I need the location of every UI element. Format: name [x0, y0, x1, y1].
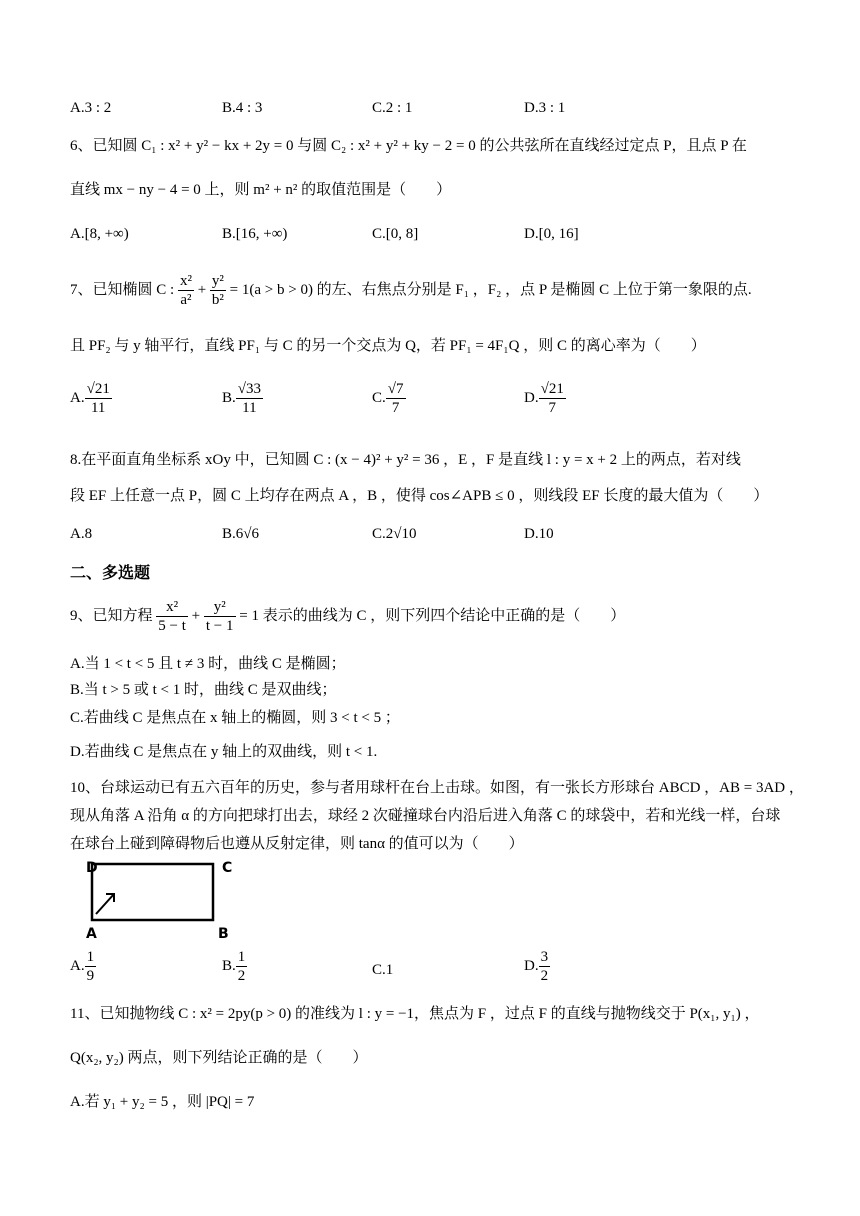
q9-prefix: 9、已知方程	[70, 607, 153, 624]
q9-option-b: B.当 t > 5 或 t < 1 时，曲线 C 是双曲线；	[70, 682, 337, 698]
q10-option-c: C.1	[372, 962, 394, 978]
table-rectangle	[92, 864, 213, 920]
q9-suffix: = 1 表示的曲线为 C ，则下列四个结论中正确的是（ ）	[239, 607, 626, 624]
q10-option-a: A. $\frac{1}{9}$	[70, 949, 95, 984]
figure-label-d: D	[86, 860, 98, 876]
q11-stem-line2: Q(x₂, y₂) 两点，则下列结论正确的是（ ）	[70, 1050, 368, 1066]
q9-fraction-x: $\frac{\text{x²}}{5 - t}$	[158, 599, 186, 634]
q8-option-b: B.6√6	[222, 526, 259, 542]
figure-label-a: A	[86, 926, 97, 942]
q6-stem-line2: 直线 mx − ny − 4 = 0 上，则 m² + n² 的取值范围是（ ）	[70, 182, 452, 198]
q7-suffix: = 1(a > b > 0) 的左、右焦点分别是 F₁ ，F₂ ，点 P 是椭圆 C 上位于第一象限的点.	[229, 281, 752, 298]
q9-stem: 9、已知方程 $\frac{\text{x²}}{5 - t}$ + $\frac{\text{y²}}{t - 1}$ = 1 表示的曲线为 C ，则下列四个结论中正确的是（ ）	[70, 599, 626, 634]
q8-stem-line1: 8.在平面直角坐标系 xOy 中，已知圆 C : (x − 4)² + y² = 36 ，E ，F 是直线 l : y = x + 2 上的两点，若对线	[70, 452, 741, 468]
q8-option-d: D.10	[524, 526, 554, 542]
q6-option-a: A.[8, +∞)	[70, 226, 129, 242]
q11-option-a: A.若 y₁ + y₂ = 5 ，则 |PQ| = 7	[70, 1094, 255, 1110]
q8-stem-line2: 段 EF 上任意一点 P，圆 C 上均存在两点 A ，B ，使得 cos∠APB ≤ 0 ，则线段 EF 长度的最大值为（ ）	[70, 488, 769, 504]
q5-option-c: C.2 : 1	[372, 100, 413, 116]
q11-stem-line1: 11、已知抛物线 C : x² = 2py(p > 0) 的准线为 l : y = −1，焦点为 F ，过点 F 的直线与抛物线交于 P(x₁, y₁) ，	[70, 1006, 760, 1022]
q5-option-a: A.3 : 2	[70, 100, 112, 116]
figure-label-b: B	[218, 926, 229, 942]
q10-option-b: B. $\frac{1}{2}$	[222, 949, 246, 984]
q7-stem-line2: 且 PF₂ 与 y 轴平行，直线 PF₁ 与 C 的另一个交点为 Q，若 PF₁ = 4F₁Q ，则 C 的离心率为（ ）	[70, 338, 706, 354]
q6-stem-line1: 6、已知圆 C₁ : x² + y² − kx + 2y = 0 与圆 C₂ : x² + y² + ky − 2 = 0 的公共弦所在直线经过定点 P，且点 P 在	[70, 138, 747, 154]
q5-option-d: D.3 : 1	[524, 100, 566, 116]
billiard-table-figure	[84, 858, 224, 928]
q10-stem-line2: 现从角落 A 沿角 α 的方向把球打出去，球经 2 次碰撞球台内沿后进入角落 C 的球袋中，若和光线一样，台球	[70, 808, 781, 824]
q6-option-d: D.[0, 16]	[524, 226, 579, 242]
q9-option-a: A.当 1 < t < 5 且 t ≠ 3 时，曲线 C 是椭圆；	[70, 656, 346, 672]
q7-prefix: 7、已知椭圆 C :	[70, 281, 175, 298]
q7-option-b: B. $\frac{√33}{11}$	[222, 381, 261, 416]
q6-option-c: C.[0, 8]	[372, 226, 419, 242]
q7-option-a: A. $\frac{√21}{11}$	[70, 381, 110, 416]
q7-fraction-y: $\frac{\text{y²}}{\text{b²}}$	[211, 273, 224, 308]
q7-fraction-x: $\frac{\text{x²}}{\text{a²}}$	[179, 273, 192, 308]
q8-option-a: A.8	[70, 526, 93, 542]
q7-option-d: D. $\frac{√21}{7}$	[524, 381, 564, 416]
q9-fraction-y: $\frac{\text{y²}}{t - 1}$	[205, 599, 234, 634]
q10-stem-line3: 在球台上碰到障碍物后也遵从反射定律，则 tanα 的值可以为（ ）	[70, 836, 524, 852]
q7-stem-line1: 7、已知椭圆 C : $\frac{\text{x²}}{\text{a²}}$ + $\frac{\text{y²}}{\text{b²}}$ = 1(a > b > 0) 的左、右焦点分别是 F₁ ，F₂ ，点 P 是椭圆 C 上位于第一象限的点.	[70, 273, 752, 308]
q7-option-c: C. $\frac{√7}{7}$	[372, 381, 404, 416]
q9-option-d: D.若曲线 C 是焦点在 y 轴上的双曲线，则 t < 1.	[70, 744, 378, 760]
q10-option-d: D. $\frac{3}{2}$	[524, 949, 549, 984]
figure-label-c: C	[222, 860, 233, 876]
q9-option-c: C.若曲线 C 是焦点在 x 轴上的椭圆，则 3 < t < 5 ；	[70, 710, 400, 726]
q10-stem-line1: 10、台球运动已有五六百年的历史，参与者用球杆在台上击球。如图，有一张长方形球台 ABCD ，AB = 3AD ，	[70, 780, 804, 796]
section-heading-multi-choice: 二、多选题	[70, 563, 151, 582]
q5-option-b: B.4 : 3	[222, 100, 263, 116]
q8-option-c: C.2√10	[372, 526, 417, 542]
q6-option-b: B.[16, +∞)	[222, 226, 288, 242]
ball-direction-arrow	[96, 894, 114, 914]
